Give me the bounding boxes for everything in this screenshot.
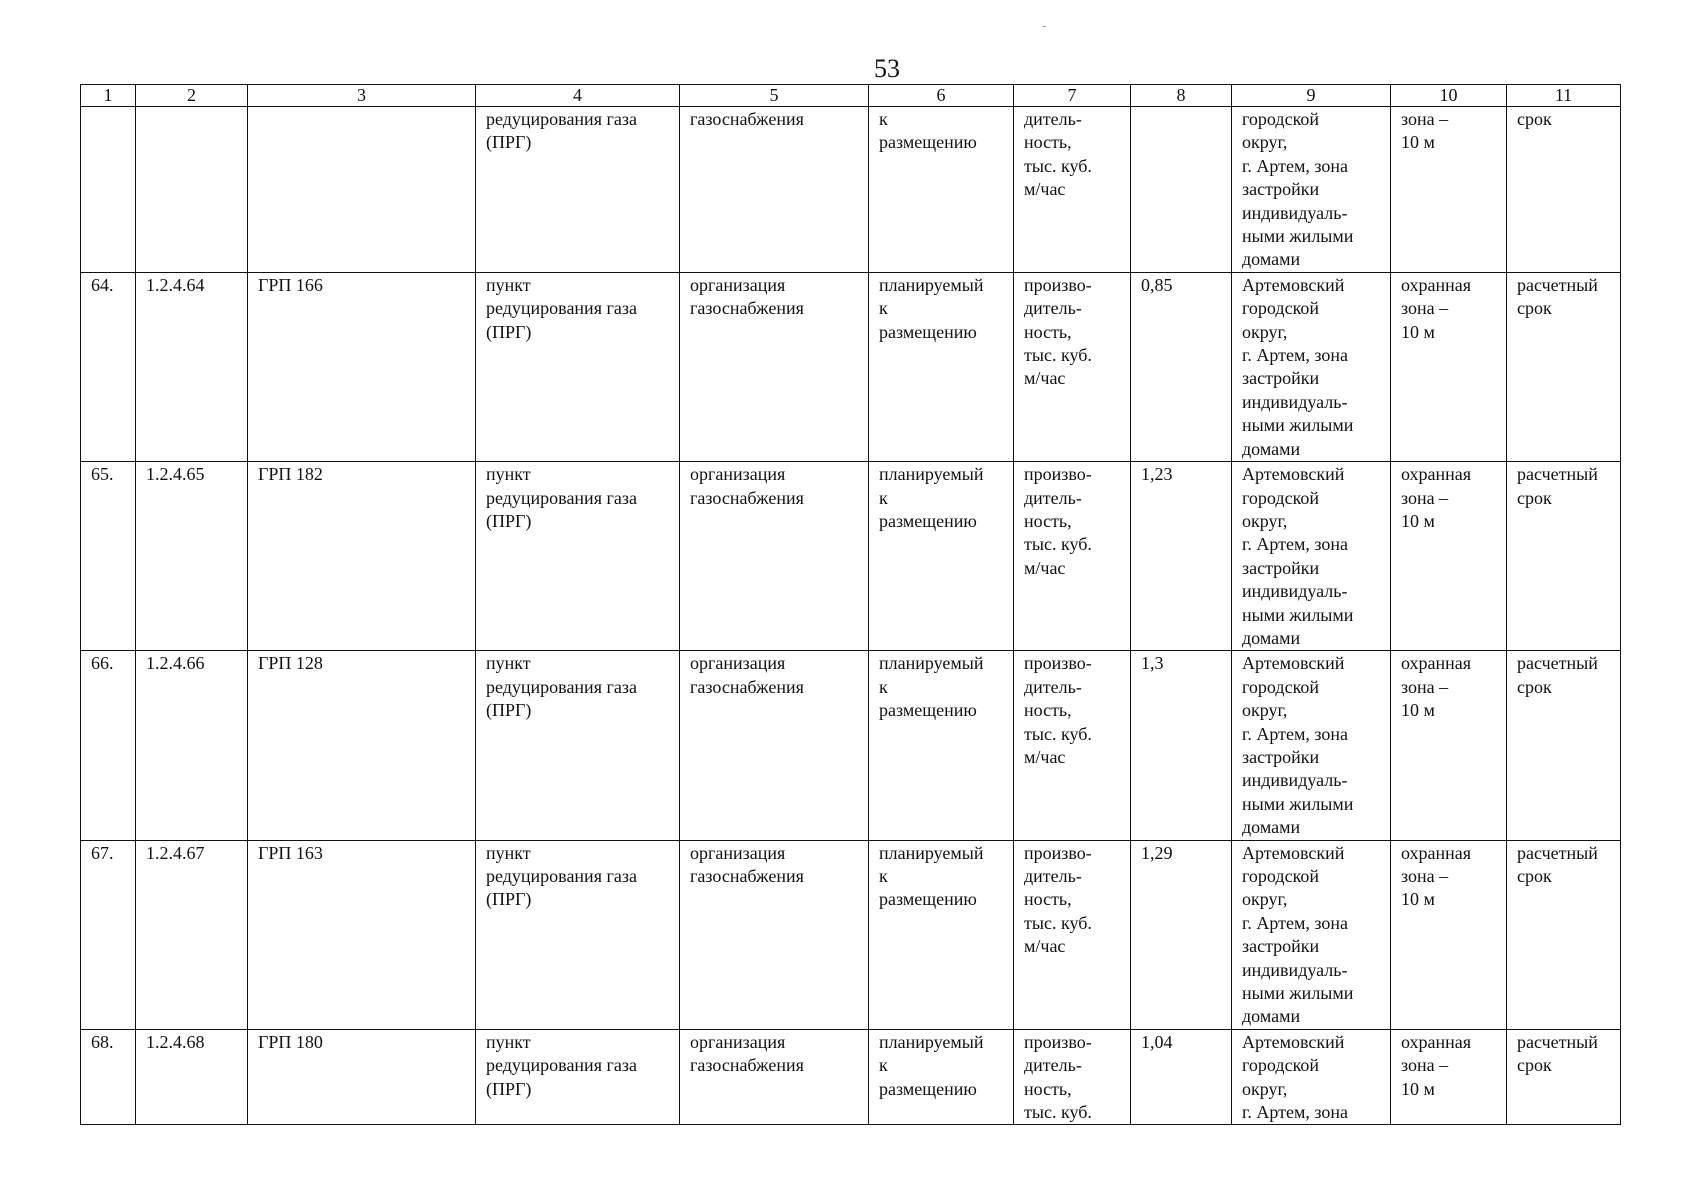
cell-status: планируемый к размещению xyxy=(869,1029,1014,1125)
cell-row-number: 65. xyxy=(81,462,136,651)
column-number-header: 9 xyxy=(1232,85,1391,107)
cell-row-number: 67. xyxy=(81,840,136,1029)
cell-characteristic: произво- дитель- ность, тыс. куб. м/час xyxy=(1014,462,1131,651)
column-number-header: 5 xyxy=(680,85,869,107)
cell-value: 1,23 xyxy=(1131,462,1232,651)
cell-name: ГРП 128 xyxy=(248,651,476,840)
cell-name: ГРП 163 xyxy=(248,840,476,1029)
column-number-header: 8 xyxy=(1131,85,1232,107)
column-number-header: 6 xyxy=(869,85,1014,107)
cell-row-number: 66. xyxy=(81,651,136,840)
cell-zone: охранная зона – 10 м xyxy=(1391,840,1507,1029)
cell-purpose: организация газоснабжения xyxy=(680,651,869,840)
cell-value: 0,85 xyxy=(1131,272,1232,461)
cell-code xyxy=(136,107,248,273)
cell-name: ГРП 182 xyxy=(248,462,476,651)
cell-zone: охранная зона – 10 м xyxy=(1391,651,1507,840)
cell-row-number: 64. xyxy=(81,272,136,461)
cell-location: Артемовский городской округ, г. Артем, зона застройки индивидуаль- ными жилыми домами xyxy=(1232,462,1391,651)
cell-type: редуцирования газа (ПРГ) xyxy=(476,107,680,273)
cell-status: планируемый к размещению xyxy=(869,651,1014,840)
cell-code: 1.2.4.64 xyxy=(136,272,248,461)
cell-status: планируемый к размещению xyxy=(869,840,1014,1029)
cell-term: расчетный срок xyxy=(1507,840,1621,1029)
cell-location: Артемовский городской округ, г. Артем, зона застройки индивидуаль- ными жилыми домами xyxy=(1232,651,1391,840)
cell-value: 1,04 xyxy=(1131,1029,1232,1125)
continuation-row xyxy=(81,107,1621,273)
cell-characteristic: дитель- ность, тыс. куб. м/час xyxy=(1014,107,1131,273)
cell-code: 1.2.4.65 xyxy=(136,462,248,651)
cell-characteristic: произво- дитель- ность, тыс. куб. м/час xyxy=(1014,651,1131,840)
cell-code: 1.2.4.68 xyxy=(136,1029,248,1125)
cell-code: 1.2.4.67 xyxy=(136,840,248,1029)
cell-name: ГРП 166 xyxy=(248,272,476,461)
cell-purpose: организация газоснабжения xyxy=(680,462,869,651)
column-number-header: 3 xyxy=(248,85,476,107)
cell-type: пункт редуцирования газа (ПРГ) xyxy=(476,1029,680,1125)
cell-status: планируемый к размещению xyxy=(869,462,1014,651)
cell-zone: охранная зона – 10 м xyxy=(1391,1029,1507,1125)
cell-zone: зона – 10 м xyxy=(1391,107,1507,273)
scan-speck xyxy=(1043,26,1046,27)
cell-purpose: организация газоснабжения xyxy=(680,272,869,461)
column-number-header: 10 xyxy=(1391,85,1507,107)
cell-term: срок xyxy=(1507,107,1621,273)
cell-term: расчетный срок xyxy=(1507,462,1621,651)
cell-type: пункт редуцирования газа (ПРГ) xyxy=(476,272,680,461)
gas-facilities-table xyxy=(80,84,1621,1125)
table-row xyxy=(81,1029,1621,1125)
cell-zone: охранная зона – 10 м xyxy=(1391,462,1507,651)
cell-type: пункт редуцирования газа (ПРГ) xyxy=(476,462,680,651)
cell-purpose: организация газоснабжения xyxy=(680,840,869,1029)
cell-status: планируемый к размещению xyxy=(869,272,1014,461)
cell-value: 1,29 xyxy=(1131,840,1232,1029)
cell-type: пункт редуцирования газа (ПРГ) xyxy=(476,651,680,840)
cell-value xyxy=(1131,107,1232,273)
cell-zone: охранная зона – 10 м xyxy=(1391,272,1507,461)
cell-term: расчетный срок xyxy=(1507,1029,1621,1125)
cell-value: 1,3 xyxy=(1131,651,1232,840)
cell-term: расчетный срок xyxy=(1507,651,1621,840)
table-row xyxy=(81,462,1621,651)
column-number-header: 2 xyxy=(136,85,248,107)
column-number-header: 4 xyxy=(476,85,680,107)
table-row xyxy=(81,840,1621,1029)
cell-row-number xyxy=(81,107,136,273)
cell-purpose: газоснабжения xyxy=(680,107,869,273)
cell-characteristic: произво- дитель- ность, тыс. куб. xyxy=(1014,1029,1131,1125)
cell-name xyxy=(248,107,476,273)
cell-characteristic: произво- дитель- ность, тыс. куб. м/час xyxy=(1014,272,1131,461)
cell-row-number: 68. xyxy=(81,1029,136,1125)
column-number-header: 1 xyxy=(81,85,136,107)
cell-code: 1.2.4.66 xyxy=(136,651,248,840)
cell-status: к размещению xyxy=(869,107,1014,273)
cell-location: Артемовский городской округ, г. Артем, зона застройки индивидуаль- ными жилыми домами xyxy=(1232,272,1391,461)
cell-location: Артемовский городской округ, г. Артем, зона застройки индивидуаль- ными жилыми домами xyxy=(1232,840,1391,1029)
column-number-header: 7 xyxy=(1014,85,1131,107)
column-number-header: 11 xyxy=(1507,85,1621,107)
page-number: 53 xyxy=(874,54,900,83)
cell-purpose: организация газоснабжения xyxy=(680,1029,869,1125)
cell-location: Артемовский городской округ, г. Артем, зона xyxy=(1232,1029,1391,1125)
cell-location: городской округ, г. Артем, зона застройки индивидуаль- ными жилыми домами xyxy=(1232,107,1391,273)
cell-term: расчетный срок xyxy=(1507,272,1621,461)
table-row xyxy=(81,651,1621,840)
cell-characteristic: произво- дитель- ность, тыс. куб. м/час xyxy=(1014,840,1131,1029)
cell-type: пункт редуцирования газа (ПРГ) xyxy=(476,840,680,1029)
cell-name: ГРП 180 xyxy=(248,1029,476,1125)
column-number-row xyxy=(81,85,1621,107)
table-row xyxy=(81,272,1621,461)
